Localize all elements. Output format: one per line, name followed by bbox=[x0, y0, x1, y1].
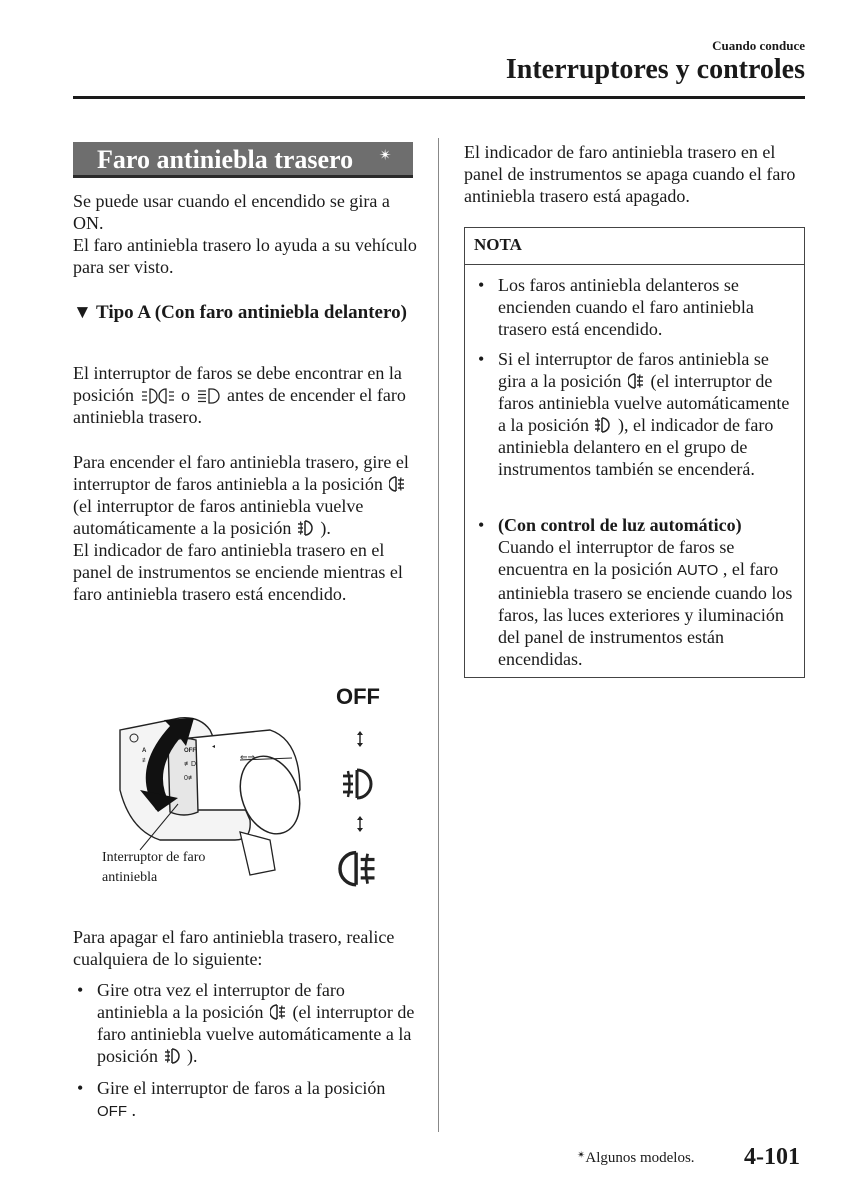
footer-note: ✴Algunos modelos. bbox=[577, 1150, 695, 1166]
high-beam-icon bbox=[197, 388, 221, 404]
rear-fog-icon bbox=[270, 1003, 286, 1021]
figure-off-label: OFF bbox=[336, 684, 380, 709]
figure-caption: Interruptor de faro antiniebla bbox=[102, 850, 206, 885]
auto-label: AUTO bbox=[676, 562, 719, 579]
rear-fog-large-icon bbox=[340, 853, 375, 885]
off-label: OFF bbox=[97, 1103, 127, 1120]
paragraph-turn-off: Para apagar el faro antiniebla trasero, realice cualquiera de lo siguiente: bbox=[73, 927, 395, 969]
svg-text:≢: ≢ bbox=[142, 758, 148, 764]
svg-text:0≢: 0≢ bbox=[184, 775, 195, 782]
svg-text:A: A bbox=[142, 748, 147, 754]
svg-text:≢D: ≢D bbox=[184, 761, 197, 768]
page-number: 4-101 bbox=[744, 1144, 800, 1170]
rear-fog-icon bbox=[389, 475, 405, 493]
optional-star-icon: ✴ bbox=[379, 148, 392, 164]
header-kicker: Cuando conduce bbox=[712, 38, 805, 53]
nota-item: • Si el interruptor de faros antiniebla se gira a la posición (el interruptor de faros antiniebla vuelve automáticamente a la posición ), el indicador de faro antiniebla delantero en el grupo de instrumentos también se encenderá. bbox=[474, 348, 799, 480]
nota-header: NOTA bbox=[465, 228, 804, 265]
header-rule bbox=[73, 96, 805, 99]
paragraph-indicator-off: El indicador de faro antiniebla trasero en el panel de instrumentos se apaga cuando el faro antiniebla trasero está apagado. bbox=[464, 142, 796, 206]
list-item: • Gire el interruptor de faros a la posición OFF . bbox=[73, 1077, 418, 1123]
front-fog-large-icon bbox=[343, 770, 371, 798]
nota-item: • Los faros antiniebla delanteros se encienden cuando el faro antiniebla trasero está encendido. bbox=[474, 274, 799, 340]
front-fog-icon bbox=[595, 416, 611, 434]
intro-text-2: El faro antiniebla trasero lo ayuda a su vehículo para ser visto. bbox=[73, 235, 417, 277]
front-fog-icon bbox=[165, 1047, 181, 1065]
section-title: Faro antiniebla trasero bbox=[97, 145, 354, 174]
subheading: ▼ Tipo A (Con faro antiniebla delantero) bbox=[73, 302, 407, 323]
paragraph-switch-position: El interruptor de faros se debe encontrar en la posición o antes de encender el faro antiniebla trasero. bbox=[73, 363, 406, 427]
triangle-marker-icon: ▼ bbox=[73, 302, 92, 323]
paragraph-turn-on: Para encender el faro antiniebla trasero, gire el interruptor de faros antiniebla a la posición (el interruptor de faros antiniebla vuelve automáticamente a la posición ). bbox=[73, 452, 409, 538]
intro-text-1: Se puede usar cuando el encendido se gira a ON. bbox=[73, 191, 390, 233]
column-divider bbox=[438, 138, 439, 1132]
svg-text:◂: ◂ bbox=[212, 744, 216, 750]
up-down-arrow-icon bbox=[357, 816, 363, 832]
nota-item: • (Con control de luz automático) Cuando el interruptor de faros se encuentra en la posición AUTO , el faro antiniebla trasero se enciende cuando los faros, las luces exteriores y iluminación del panel de instrumentos están encendidas. bbox=[474, 514, 799, 670]
position-diagram bbox=[335, 728, 395, 893]
headlight-icon bbox=[141, 388, 175, 404]
paragraph-indicator-on: El indicador de faro antiniebla trasero en el panel de instrumentos se enciende mientras el faro antiniebla trasero está encendido. bbox=[73, 540, 403, 604]
front-fog-icon bbox=[298, 519, 314, 537]
section-title-bar bbox=[73, 142, 413, 178]
page-title: Interruptores y controles bbox=[505, 54, 805, 85]
rear-fog-icon bbox=[628, 372, 644, 390]
list-item: • Gire otra vez el interruptor de faro antiniebla a la posición (el interruptor de faro antiniebla vuelve automáticamente a la posición ). bbox=[73, 979, 418, 1067]
footer-star-icon: ✴ bbox=[577, 1150, 586, 1161]
svg-text:⇐⇒: ⇐⇒ bbox=[240, 752, 256, 762]
up-down-arrow-icon bbox=[357, 731, 363, 747]
nota-box bbox=[464, 227, 805, 678]
svg-text:OFF: OFF bbox=[184, 748, 196, 754]
